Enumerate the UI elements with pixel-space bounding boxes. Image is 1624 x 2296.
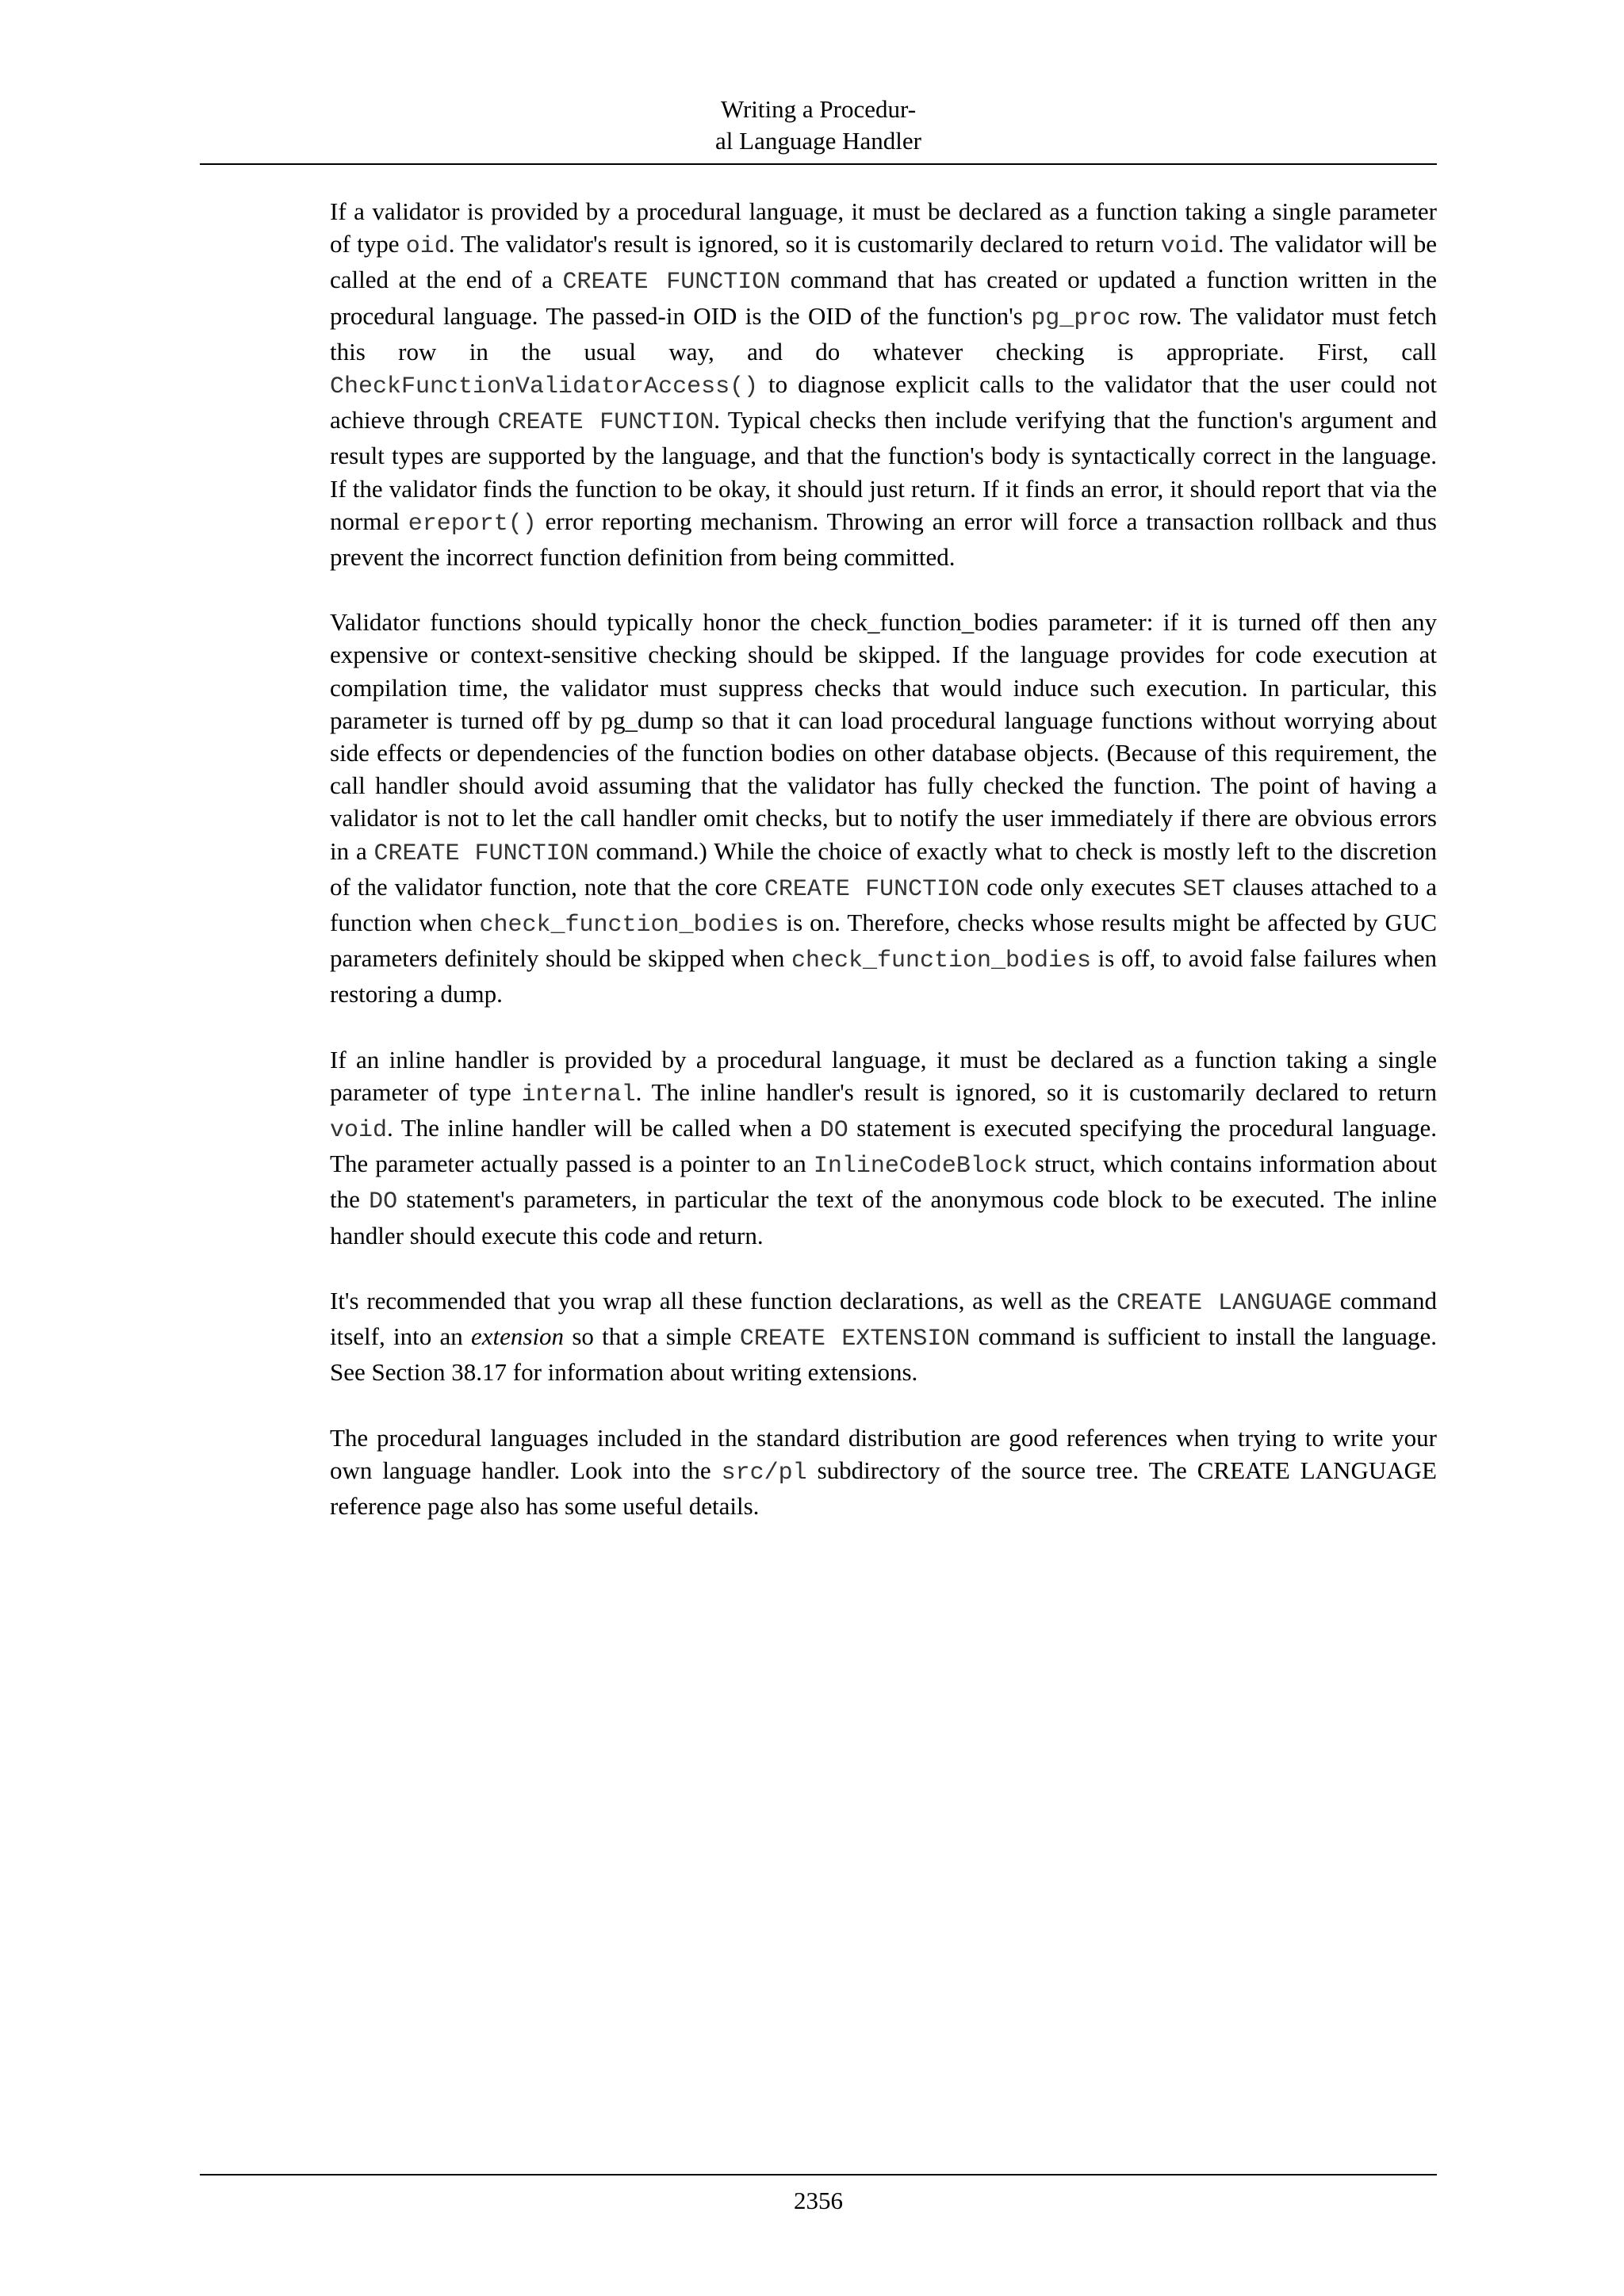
code-do: DO bbox=[819, 1117, 848, 1145]
code-set: SET bbox=[1182, 875, 1226, 903]
text-run: command that has created or updated a function written in the procedural language. The passed-in OID is the OID of the function's bbox=[330, 266, 1437, 330]
footer-rule bbox=[200, 2174, 1437, 2175]
emphasis-extension: extension bbox=[470, 1322, 565, 1351]
text-run: If an inline handler is provided by a procedural language, it must be declared as a function taking a single parameter of type bbox=[330, 1045, 1437, 1106]
header-line-2: al Language Handler bbox=[715, 127, 921, 155]
code-create-function: CREATE FUNCTION bbox=[562, 269, 781, 297]
code-oid: oid bbox=[405, 233, 449, 261]
code-check-function-validator-access: CheckFunctionValidatorAccess() bbox=[330, 373, 759, 401]
text-run: clauses attached to a function when bbox=[330, 872, 1437, 937]
text-run: . The validator's result is ignored, so it is customarily declared to return bbox=[448, 230, 1161, 258]
text-run: . The validator will be called at the end of a bbox=[330, 230, 1437, 294]
page-content bbox=[330, 195, 1437, 1555]
code-ereport: ereport() bbox=[408, 510, 537, 538]
header-rule bbox=[200, 163, 1437, 165]
code-inline-code-block: InlineCodeBlock bbox=[813, 1153, 1028, 1181]
text-run: error reporting mechanism. Throwing an error will force a transaction rollback and thus prevent the incorrect function definition from being committed. bbox=[330, 507, 1437, 572]
code-create-extension: CREATE EXTENSION bbox=[739, 1326, 971, 1353]
text-run: code only executes bbox=[979, 872, 1183, 901]
code-check-function-bodies: check_function_bodies bbox=[791, 947, 1092, 975]
code-src-pl: src/pl bbox=[721, 1459, 807, 1487]
code-create-function: CREATE FUNCTION bbox=[497, 409, 714, 437]
code-internal: internal bbox=[521, 1081, 636, 1108]
paragraph-extension bbox=[330, 1284, 1437, 1389]
paragraph-inline-handler bbox=[330, 1043, 1437, 1252]
text-run: command is sufficient to install the language. See Section 38.17 for information about writing extensions. bbox=[330, 1322, 1437, 1387]
text-run: If a validator is provided by a procedural language, it must be declared as a function taking a single parameter of type bbox=[330, 197, 1437, 258]
paragraph-check-function-bodies bbox=[330, 606, 1437, 1010]
text-run: is on. Therefore, checks whose results might be affected by GUC parameters definitely should be skipped when bbox=[330, 909, 1437, 973]
text-run: It's recommended that you wrap all these function declarations, as well as the bbox=[330, 1286, 1116, 1314]
page-number: 2356 bbox=[794, 2187, 843, 2214]
text-run: command itself, into an bbox=[330, 1286, 1437, 1351]
header-line-1: Writing a Procedur- bbox=[720, 95, 917, 123]
code-void: void bbox=[330, 1117, 388, 1145]
paragraph-validator bbox=[330, 195, 1437, 573]
text-run: subdirectory of the source tree. The CREATE LANGUAGE reference page also has some useful details. bbox=[330, 1456, 1437, 1520]
paragraph-references bbox=[330, 1422, 1437, 1523]
text-run: is off, to avoid false failures when restoring a dump. bbox=[330, 944, 1437, 1008]
text-run: so that a simple bbox=[564, 1322, 740, 1351]
code-create-function: CREATE FUNCTION bbox=[764, 875, 980, 903]
running-header bbox=[200, 94, 1437, 157]
code-do: DO bbox=[369, 1188, 398, 1216]
text-run: statement is executed specifying the procedural language. The parameter actually passed is a pointer to an bbox=[330, 1114, 1437, 1178]
text-run: statement's parameters, in particular the text of the anonymous code block to be executed. The inline handler should execute this code and return. bbox=[330, 1185, 1437, 1249]
text-run: struct, which contains information about the bbox=[330, 1150, 1438, 1214]
text-run: . Typical checks then include verifying that the function's argument and result types are supported by the language, and that the function's body is syntactically correct in the language. If the validator finds the function to be okay, it should just return. If it finds an error, it should report that via the normal bbox=[330, 406, 1438, 535]
code-check-function-bodies: check_function_bodies bbox=[479, 912, 779, 939]
text-run: command.) While the choice of exactly what to check is mostly left to the discretion of the validator function, note that the core bbox=[330, 836, 1438, 901]
text-run: . The inline handler will be called when a bbox=[387, 1114, 820, 1142]
code-create-language: CREATE LANGUAGE bbox=[1116, 1289, 1333, 1317]
text-run: row. The validator must fetch this row in the usual way, and do whatever checking is appropriate. First, call bbox=[330, 301, 1437, 365]
code-create-function: CREATE FUNCTION bbox=[373, 840, 589, 867]
text-run: Validator functions should typically honor the check_function_bodies parameter: if it is turned off then any expensive or context-sensitive checking should be skipped. If the language provides for code execution at compilation time, the validator must suppress checks that would induce such execution. In particular, this parameter is turned off by pg_dump so that it can load procedural language functions without worrying about side effects or dependencies of the function bodies on other database objects. (Because of this requirement, the call handler should avoid assuming that the validator has fully checked the function. The point of having a validator is not to let the call handler omit checks, but to notify the user immediately if there are obvious errors in a bbox=[330, 608, 1437, 865]
text-run: The procedural languages included in the standard distribution are good references when trying to write your own language handler. Look into the bbox=[330, 1423, 1437, 1484]
code-pg-proc: pg_proc bbox=[1031, 304, 1132, 332]
code-void: void bbox=[1160, 233, 1218, 261]
text-run: to diagnose explicit calls to the validator that the user could not achieve through bbox=[330, 370, 1437, 434]
text-run: . The inline handler's result is ignored, so it is customarily declared to return bbox=[635, 1077, 1437, 1106]
